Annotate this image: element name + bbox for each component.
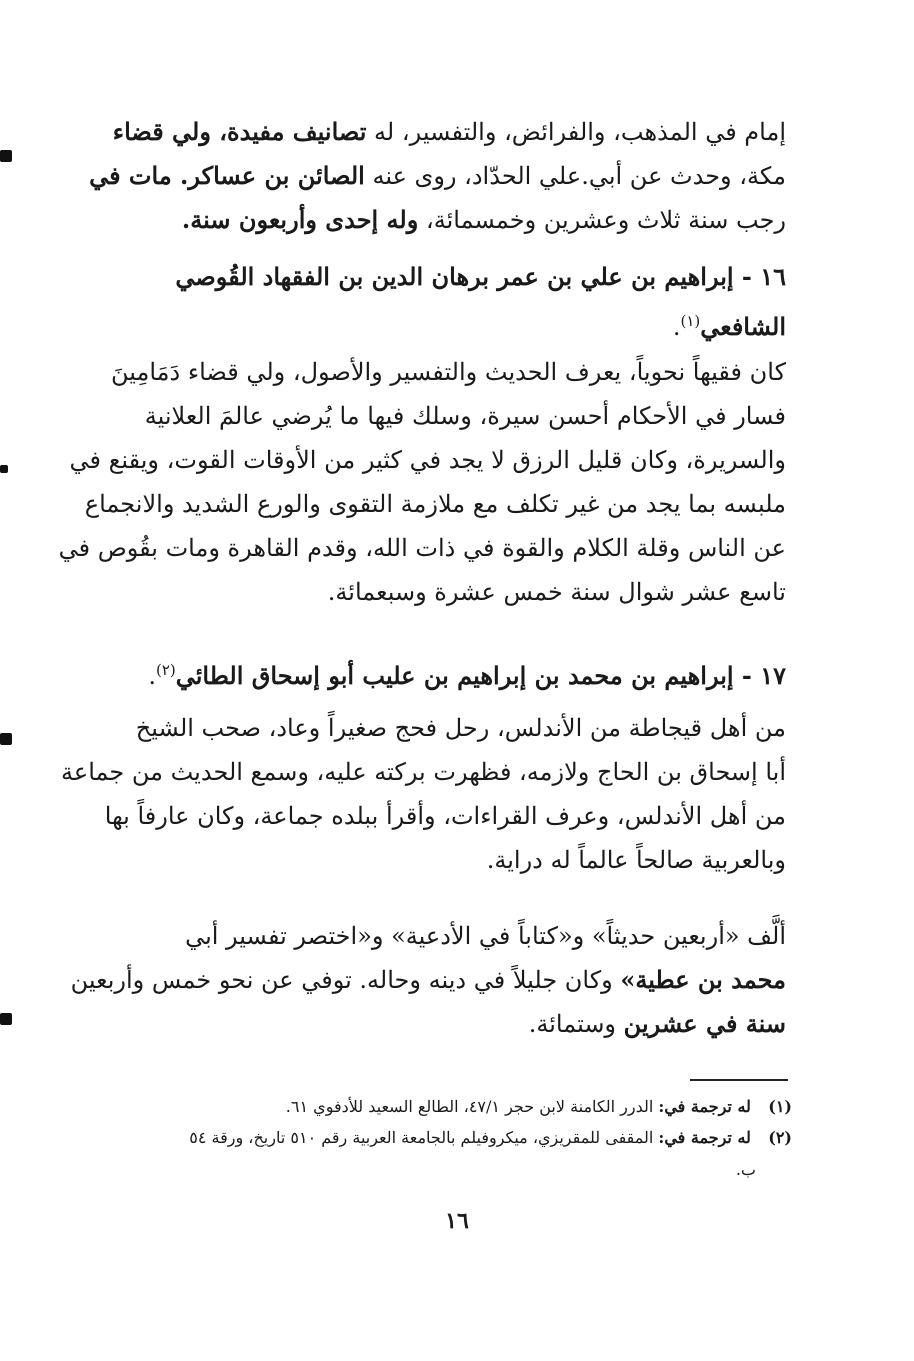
paragraph-biography-16: كان فقيهاً نحوياً، يعرف الحديث والتفسير والأصول، ولي قضاء دَمَامِينَ فسار في الأحكام أحسن سيرة، وسلك فيها ما يُرضي عالمَ العلانية والسريرة، وكان قليل الرزق لا يجد في كثير من الأوقات القوت، ويقنع في ملبسه بما يجد من غير تكلف مع ملازمة التقوى والورع الشديد والانجماع عن الناس وقلة الكلام والقوة في ذات الله، وقدم القاهرة ومات بقُوص في تاسع عشر شوال سنة خمس عشرة وسبعمائة.	[58, 358, 786, 606]
page-number: ١٦	[445, 1208, 469, 1234]
text-line: إمام في المذهب، والفرائض، والتفسير، له تصانيف مفيدة، ولي قضاء	[112, 117, 786, 146]
text-line: سنة في عشرين وستمائة.	[528, 1009, 786, 1038]
text-line: مكة، وحدث عن أبي.علي الحدّاد، روى عنه الصائن بن عساكر. مات في	[89, 161, 786, 190]
footnote-ref: (١)	[680, 312, 701, 330]
footnote-divider	[690, 1079, 788, 1081]
paragraph-intro	[89, 110, 786, 242]
text-line: محمد بن عطية» وكان جليلاً في دينه وحاله. توفي عن نحو خمس وأربعين	[70, 965, 786, 994]
text-line: الشافعي$^{(١)}$.	[672, 312, 786, 341]
footnote-2-continuation: ب.	[735, 1160, 756, 1179]
paragraph-works: ألَّف «أربعين حديثاً» و«كتاباً في الأدعية» و«اختصر تفسير أبي محمد بن عطية» وكان جليلاً في دينه وحاله. توفي عن نحو خمس وأربعين سنة في عشرين وستمائة.	[126, 914, 786, 1046]
footnote-1: (١) له ترجمة في: الدرر الكامنة لابن حجر ٤٧/١، الطالع السعيد للأدفوي ٦١.	[285, 1097, 792, 1116]
scan-edge-mark	[0, 465, 8, 473]
footnote-ref: (٢)	[155, 661, 176, 679]
entry-heading-17	[126, 648, 786, 698]
scan-edge-mark	[0, 733, 12, 745]
scan-edge-mark	[0, 1013, 12, 1025]
footnote-2: (٢) له ترجمة في: المقفى للمقريزي، ميكروفيلم بالجامعة العربية رقم ٥١٠ تاريخ، ورقة ٥٤	[189, 1128, 792, 1147]
scan-edge-mark	[0, 150, 12, 162]
text-line: ١٧ - إبراهيم بن محمد بن إبراهيم بن عليب أبو إسحاق الطائي$^{(٢)}$.	[148, 661, 786, 690]
entry-heading-16: ١٦ - إبراهيم بن علي بن عمر برهان الدين بن الفقهاد القُوصي الشافعي$^{(١)}$.	[126, 255, 786, 349]
paragraph-biography-17: من أهل قيجاطة من الأندلس، رحل فحج صغيراً وعاد، صحب الشيخ أبا إسحاق بن الحاج ولازمه، فظهرت بركته عليه، وسمع الحديث من جماعة من أهل الأندلس، وعرف القراءات، وأقرأ ببلده جماعة، وكان عارفاً بها وبالعربية صالحاً عالماً له دراية.	[61, 714, 786, 874]
text-line: رجب سنة ثلاث وعشرين وخمسمائة، وله إحدى وأربعون سنة.	[181, 205, 786, 234]
